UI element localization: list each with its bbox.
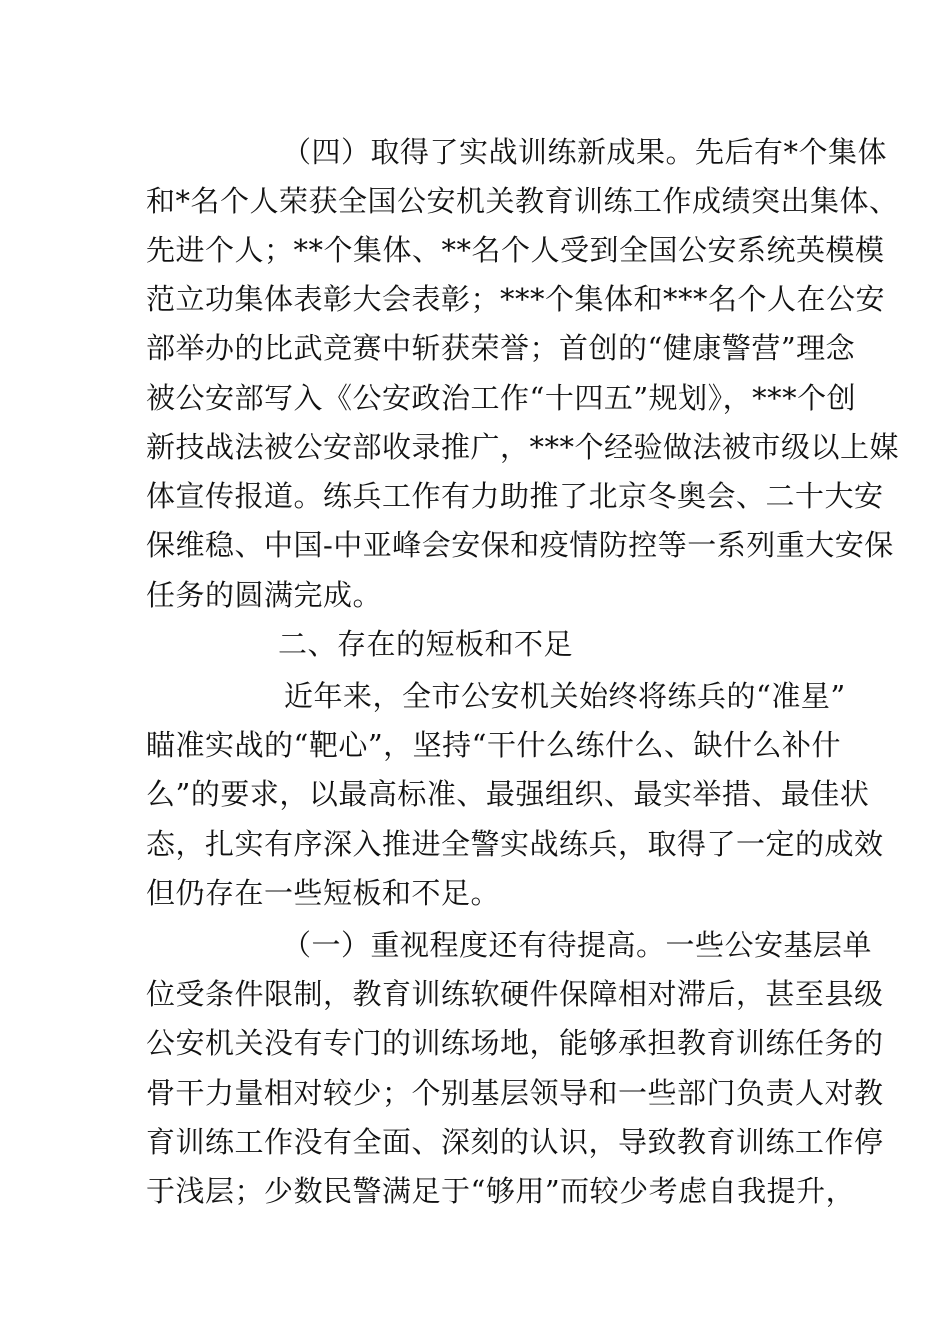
paragraph-line-8: 体宣传报道。练兵工作有力助推了北京冬奥会、二十大安: [146, 479, 884, 513]
paragraph-line-18: 公安机关没有专门的训练场地，能够承担教育训练任务的: [146, 1026, 884, 1060]
paragraph-line-6: 被公安部写入《公安政治工作“十四五”规划》，***个创: [146, 381, 857, 415]
paragraph-line-16: （一）重视程度还有待提高。一些公安基层单: [282, 928, 873, 962]
paragraph-line-7: 新技战法被公安部收录推广，***个经验做法被市级以上媒: [146, 430, 900, 464]
paragraph-line-17: 位受条件限制，教育训练软硬件保障相对滞后，甚至县级: [146, 977, 884, 1011]
paragraph-line-4: 范立功集体表彰大会表彰；***个集体和***名个人在公安: [146, 282, 886, 316]
paragraph-line-15: 但仍存在一些短板和不足。: [146, 876, 501, 910]
paragraph-line-20: 育训练工作没有全面、深刻的认识，导致教育训练工作停: [146, 1125, 884, 1159]
paragraph-line-5: 部举办的比武竞赛中斩获荣誉；首创的“健康警营”理念: [146, 331, 856, 365]
paragraph-line-2: 和*名个人荣获全国公安机关教育训练工作成绩突出集体、: [146, 184, 899, 218]
paragraph-line-11: 近年来，全市公安机关始终将练兵的“准星”: [284, 679, 846, 713]
section-heading: 二、存在的短板和不足: [278, 627, 574, 661]
paragraph-line-19: 骨干力量相对较少；个别基层领导和一些部门负责人对教: [146, 1076, 884, 1110]
paragraph-line-3: 先进个人；**个集体、**名个人受到全国公安系统英模模: [146, 233, 885, 267]
paragraph-line-1: （四）取得了实战训练新成果。先后有*个集体: [282, 135, 888, 169]
paragraph-line-21: 于浅层；少数民警满足于“够用”而较少考虑自我提升，: [146, 1174, 856, 1208]
paragraph-line-10: 任务的圆满完成。: [146, 578, 383, 612]
paragraph-line-9: 保维稳、中国-中亚峰会安保和疫情防控等一系列重大安保: [146, 528, 894, 562]
paragraph-line-14: 态，扎实有序深入推进全警实战练兵，取得了一定的成效: [146, 827, 884, 861]
paragraph-line-12: 瞄准实战的“靶心”，坚持“干什么练什么、缺什么补什: [146, 728, 841, 762]
paragraph-line-13: 么”的要求，以最高标准、最强组织、最实举措、最佳状: [146, 777, 870, 811]
